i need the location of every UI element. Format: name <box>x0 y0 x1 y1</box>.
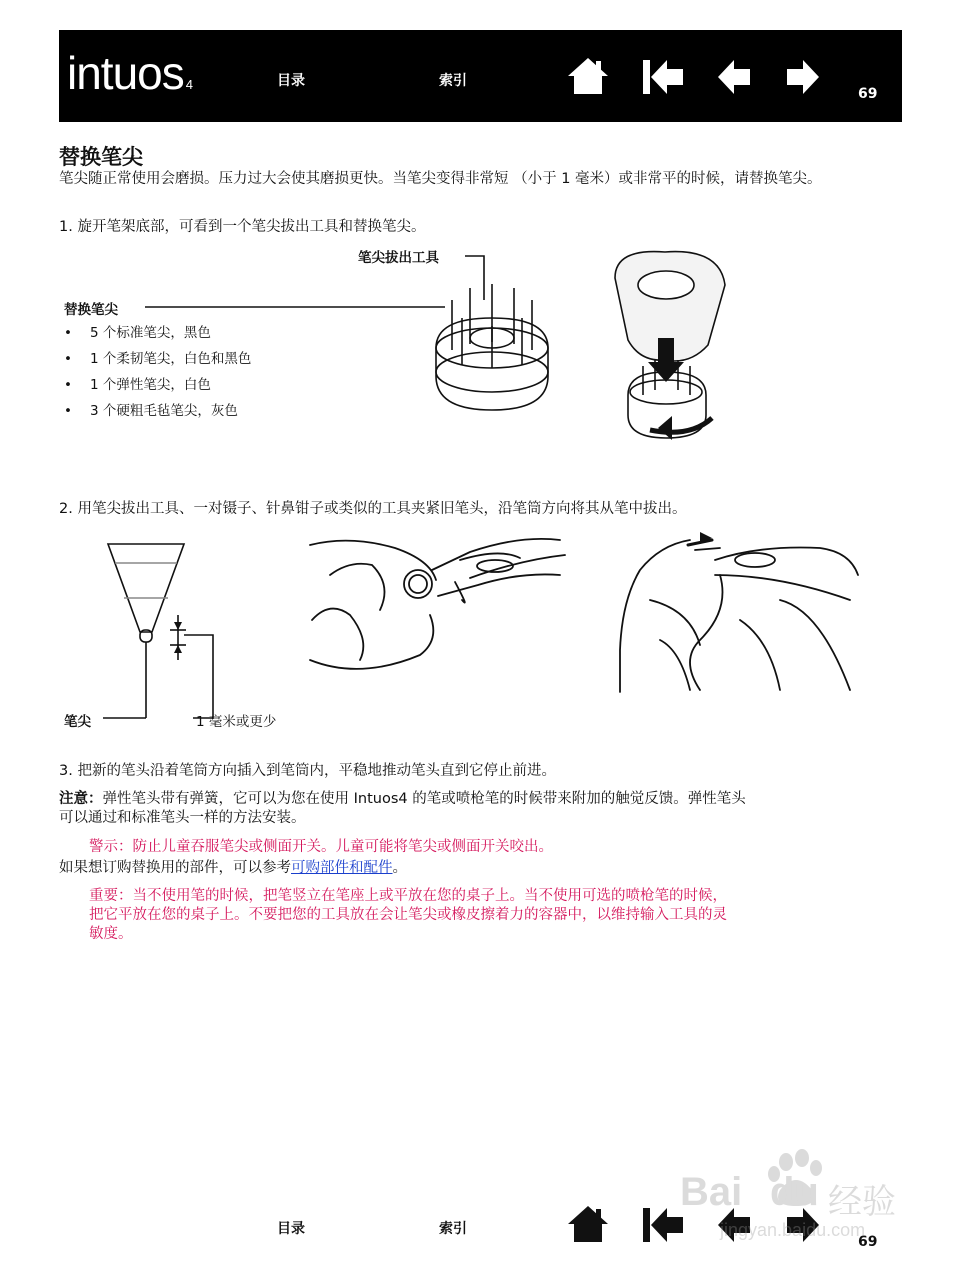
nib-label: 笔尖 <box>64 714 91 730</box>
note-line-1: 注意：弹性笔头带有弹簧，它可以为您在使用 Intuos4 的笔或喷枪笔的时候带来附加的触觉反馈。弹性笔头 <box>59 791 746 807</box>
toc-link[interactable]: 目录 <box>277 73 305 89</box>
home-icon[interactable] <box>566 1204 610 1244</box>
replacement-nibs-label: 替换笔尖 <box>64 302 118 318</box>
page-number: 69 <box>858 1234 878 1250</box>
important-line-1: 重要：当不使用笔的时候，把笔竖立在笔座上或平放在您的桌子上。当不使用可选的喷枪笔的时候， <box>89 888 727 904</box>
watermark-cn: 经验 <box>828 1182 896 1222</box>
accessories-link[interactable]: 可购部件和配件 <box>291 860 393 876</box>
list-item: • 3 个硬粗毛毡笔尖，灰色 <box>64 403 238 419</box>
step-1: 1. 旋开笔架底部，可看到一个笔尖拔出工具和替换笔尖。 <box>59 219 426 235</box>
watermark-brand-2: du <box>770 1170 819 1214</box>
watermark-brand: Bai <box>680 1170 743 1214</box>
note-prefix: 注意： <box>59 791 103 807</box>
important-line-3: 敏度。 <box>89 926 133 942</box>
note-line-2: 可以通过和标准笔头一样的方法安装。 <box>59 810 306 826</box>
intuos-logo: intuos 4 <box>67 47 193 99</box>
baidu-watermark <box>680 1140 910 1250</box>
first-page-icon[interactable] <box>641 1206 685 1244</box>
one-mm-label: 1 毫米或更少 <box>196 714 277 730</box>
index-link[interactable]: 索引 <box>439 73 467 89</box>
list-item: • 1 个弹性笔尖，白色 <box>64 377 211 393</box>
warning-text: 警示：防止儿童吞服笔尖或侧面开关。儿童可能将笔尖或侧面开关咬出。 <box>89 839 553 855</box>
section-title: 替换笔尖 <box>59 145 143 169</box>
step-3: 3. 把新的笔头沿着笔筒方向插入到笔筒内，平稳地推动笔头直到它停止前进。 <box>59 763 556 779</box>
list-item: • 5 个标准笔尖，黑色 <box>64 325 211 341</box>
index-link[interactable]: 索引 <box>439 1221 467 1237</box>
page-number: 69 <box>858 86 878 102</box>
watermark-url: jingyan.baidu.com <box>720 1220 866 1240</box>
intro-paragraph: 笔尖随正常使用会磨损。压力过大会使其磨损更快。当笔尖变得非常短 （小于 1 毫米）或非常平的时候，请替换笔尖。 <box>59 171 822 187</box>
nib-removal-tool-label: 笔尖拔出工具 <box>358 250 439 266</box>
list-item: • 1 个柔韧笔尖，白色和黑色 <box>64 351 252 367</box>
order-paragraph: 如果想订购替换用的部件，可以参考可购部件和配件。 <box>59 860 407 876</box>
step-2: 2. 用笔尖拔出工具、一对镊子、针鼻钳子或类似的工具夹紧旧笔头，沿笔筒方向将其从笔中拔出。 <box>59 501 687 517</box>
toc-link[interactable]: 目录 <box>277 1221 305 1237</box>
important-line-2: 把它平放在您的桌子上。不要把您的工具放在会让笔尖或橡皮擦着力的容器中，以维持输入工具的灵 <box>89 907 727 923</box>
